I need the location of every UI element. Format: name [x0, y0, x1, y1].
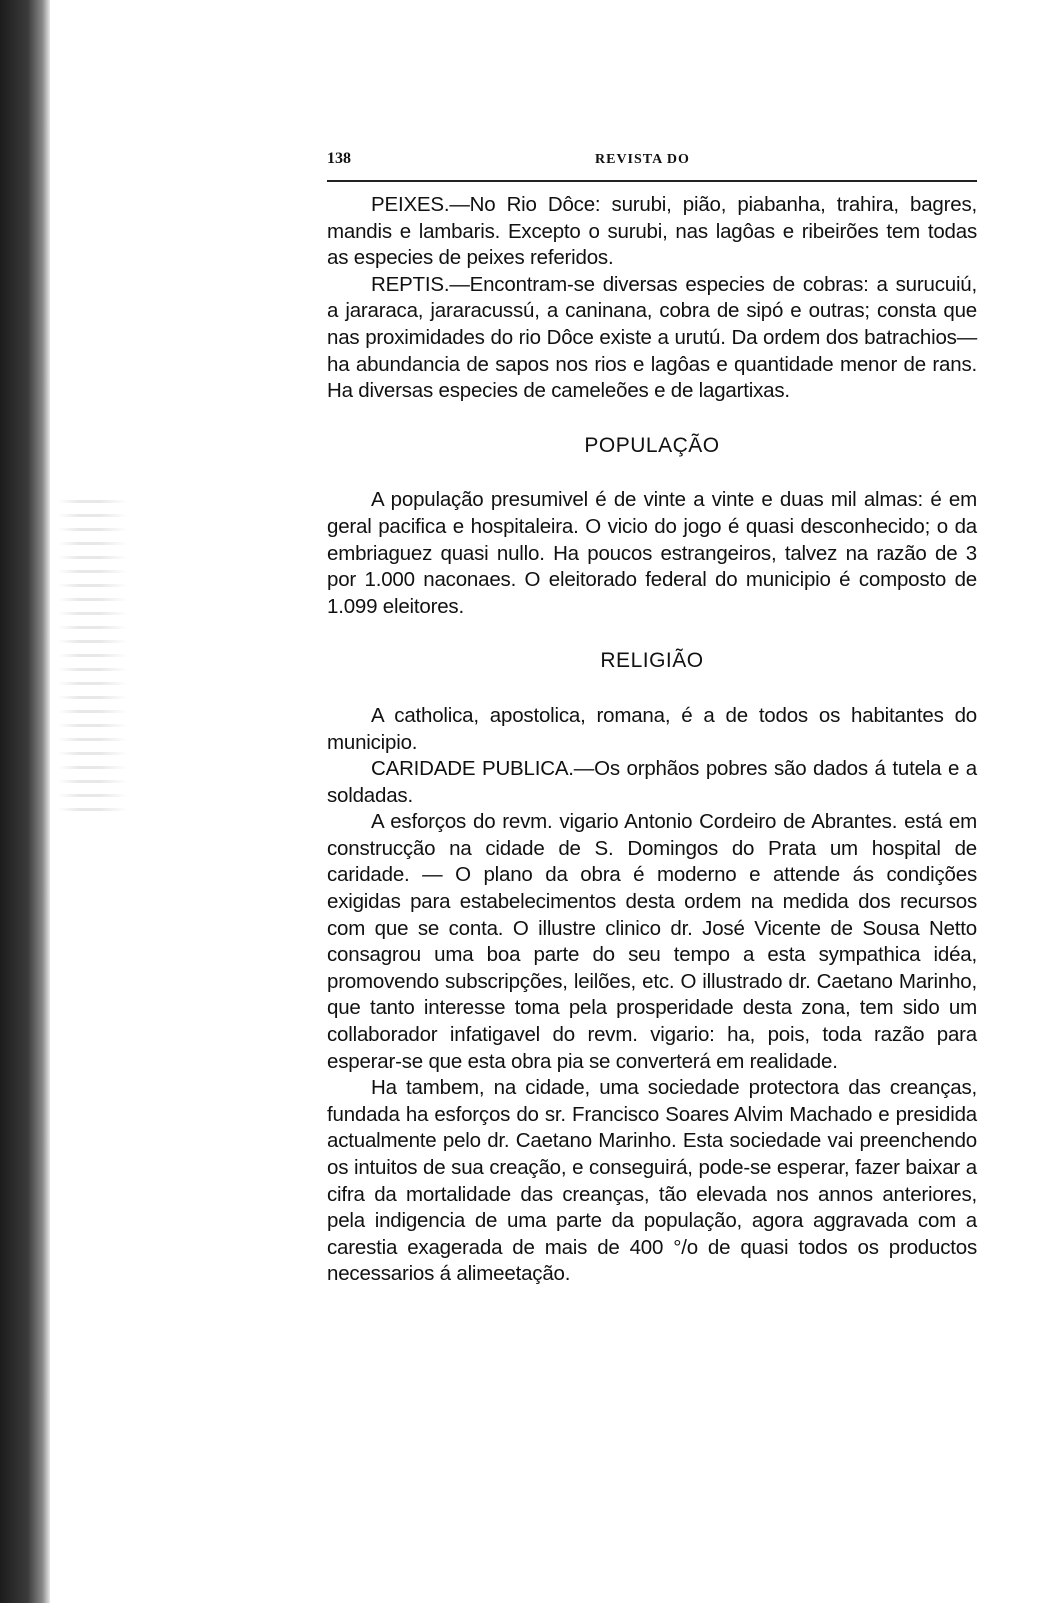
- section-heading-religiao: RELIGIÃO: [600, 649, 704, 673]
- paragraph-peixes: PEIXES.—No Rio Dôce: surubi, pião, piabanha, trahira, bagres, mandis e lambaris. Excepto o surubi, nas lagôas e ribeirões tem todas as especies de peixes referidos.: [327, 193, 977, 270]
- gutter-bleed-marks: [58, 500, 128, 820]
- scanned-page-edge: [0, 0, 50, 1603]
- paragraph-reptis: REPTIS.—Encontram-se diversas especies de cobras: a surucuiú, a jararaca, jararacussú, a caninana, cobra de sipó e outras; consta que nas proximidades do rio Dôce existe a urutú. Da ordem dos batrachios—ha abundancia de sapos nos rios e lagôas e quantidade menor de rans. Ha diversas especies de cameleões e de lagartixas.: [327, 272, 977, 403]
- page-number: 138: [327, 150, 351, 167]
- running-head: REVISTA DO: [595, 152, 690, 167]
- paragraph-caridade: CARIDADE PUBLICA.—Os orphãos pobres são dados á tutela e a soldadas.: [327, 757, 977, 807]
- paragraph-religiao: A catholica, apostolica, romana, é a de todos os habitantes do municipio.: [327, 703, 977, 754]
- page-header: [327, 150, 977, 172]
- paragraph-sociedade: Ha tambem, na cidade, uma sociedade protectora das creanças, fundada ha esforços do sr. Francisco Soares Alvim Machado e presidida actualmente pelo dr. Caetano Marinho. Esta sociedade vai preenchendo os intuitos de sua creação, e conseguirá, pode-se esperar, fazer baixar a cifra da mortalidade das creanças, tão elevada nos annos anteriores, pela indigencia de uma parte da população, agora aggravada com a carestia exagerada de mais de 400 °/o de quasi todos os productos necessarios á alimeetação.: [327, 1076, 977, 1286]
- page-body: [327, 192, 977, 1288]
- paragraph-esforcos: A esforços do revm. vigario Antonio Cordeiro de Abrantes. está em construcção na cidade de S. Domingos do Prata um hospital de caridade. — O plano da obra é moderno e attende ás condições exigidas para estabelecimentos desta ordem na medida dos recursos com que se conta. O illustre clinico dr. José Vicente de Sousa Netto consagrou uma boa parte do seu tempo a esta sympathica idéa, promovendo subscripções, leilões, etc. O illustrado dr. Caetano Marinho, que tanto interesse toma pela prosperidade desta zona, tem sido um collaborador infatigavel do revm. vigario: ha, pois, toda razão para esperar-se que esta obra pia se converterá em realidade.: [327, 810, 977, 1073]
- section-heading-populacao: POPULAÇÃO: [584, 433, 720, 457]
- header-rule: [327, 180, 977, 182]
- paragraph-populacao: A população presumivel é de vinte a vinte e duas mil almas: é em geral pacifica e hospitaleira. O vicio do jogo é quasi desconhecido; o da embriaguez quasi nullo. Ha poucos estrangeiros, talvez na razão de 3 por 1.000 naconaes. O eleitorado federal do municipio é composto de 1.099 eleitores.: [327, 488, 977, 618]
